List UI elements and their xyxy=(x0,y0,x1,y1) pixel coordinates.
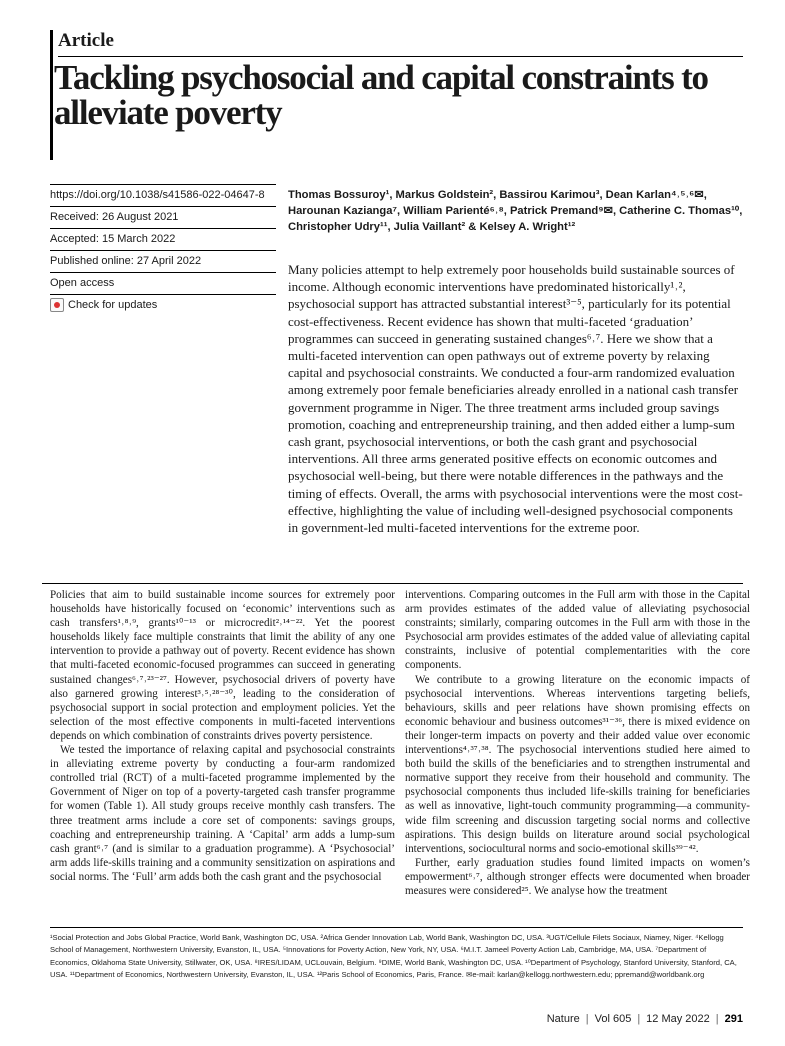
body-paragraph: We contribute to a growing literature on the economic impacts of psychosocial interventions. Whereas interventions targeting beliefs, behaviours, skills and peer relations have shown promising effects on economic behaviour and business outcomes³¹⁻³⁶, there is mixed evidence on their longer-term impacts on poverty and their added value over economic interventions⁴˒³⁷˒³⁸. The psychosocial interventions studied here aimed to both build the skills of the beneficiaries and to strengthen instrumental and normative support they receive from their household and community. The psychosocial components thus included life-skills training for beneficiaries as well as innovative, light-touch community programming—a community-wide film screening and discussion targeting social norms and collective aspirations. This design builds on literature around social psychological interventions, sociocultural norms and socio-emotional skills³⁹⁻⁴². xyxy=(405,673,750,855)
body-column-right xyxy=(405,588,750,898)
body-paragraph: interventions. Comparing outcomes in the Full arm with those in the Capital arm provides estimates of the added value of alleviating psychosocial constraints; similarly, comparing outcomes in the Full arm with those in the Psychosocial arm provides estimates of the added value of alleviating capital constraints, inclusive of potential complementarities with the core components. xyxy=(405,589,750,672)
author-list: Thomas Bossuroy¹, Markus Goldstein², Bassirou Karimou³, Dean Karlan⁴˒⁵˒⁶✉, Harounan Kazianga⁷, William Parienté⁶˒⁸, Patrick Premand⁹✉, Catherine C. Thomas¹⁰, Christopher Udry¹¹, Julia Vaillant² & Kelsey A. Wright¹² xyxy=(288,189,743,233)
published-date: Published online: 27 April 2022 xyxy=(50,250,276,272)
check-for-updates-label: Check for updates xyxy=(68,298,158,311)
section-label: Article xyxy=(58,30,114,51)
affiliations: ¹Social Protection and Jobs Global Practice, World Bank, Washington DC, USA. ²Africa Gender Innovation Lab, World Bank, Washington DC, USA. ³UGT/Cellule Filets Sociaux, Niamey, Niger. ⁴Kellogg School of Management, Northwestern University, Evanston, IL, USA. ⁵Innovations for Poverty Action, New York, NY, USA. ⁶M.I.T. Jameel Poverty Action Lab, Cambridge, MA, USA. ⁷Department of Economics, Oklahoma State University, Stillwater, OK, USA. ⁸IRES/LIDAM, UCLouvain, Belgium. ⁹DIME, World Bank, Washington DC, USA. ¹⁰Department of Psychology, Stanford University, Stanford, CA, USA. ¹¹Department of Economics, Northwestern University, Evanston, IL, USA. ¹²Paris School of Economics, Paris, France. ✉e-mail: karlan@kellogg.northwestern.edu; ppremand@worldbank.org xyxy=(50,933,737,979)
body-paragraph: We tested the importance of relaxing capital and psychosocial constraints in alleviating extreme poverty by conducting a four-arm randomized controlled trial (RCT) of a multi-faceted programme implemented by the Government of Niger on top of a poverty-targeted cash transfer programme for women (Table 1). All study groups receive monthly cash transfers. The three treatment arms include a core set of components: savings groups, coaching and entrepreneurship training. A ‘Capital’ arm adds a lump-sum cash grant⁶˒⁷ (and is similar to a graduation programme). A ‘Psychosocial’ arm adds life-skills training and a community sensitization on aspirations and social norms. The ‘Full’ arm adds both the cash grant and the psychosocial xyxy=(50,744,395,883)
page-number: 291 xyxy=(724,1013,743,1025)
check-for-updates-icon xyxy=(50,298,64,312)
journal-volume: Vol 605 xyxy=(594,1013,632,1025)
article-title: Tackling psychosocial and capital constraints to alleviate poverty xyxy=(54,58,708,132)
abstract: Many policies attempt to help extremely poor households build sustainable sources of income. Although economic interventions have predominated historically¹˒², psychosocial support has attracted substantial interest³⁻⁵, particularly for its potential cost-effectiveness. Recent evidence has shown that multi-faceted ‘graduation’ programmes can succeed in generating sustained changes⁶˒⁷. Here we show that a multi-faceted intervention can open pathways out of extreme poverty by relaxing capital and psychosocial constraints. We conducted a four-arm randomized evaluation among extremely poor female beneficiaries already enrolled in a national cash transfer government programme in Niger. The three treatment arms included group savings promotion, coaching and entrepreneurship training, and then added either a lump-sum cash grant, psychosocial interventions, or both the cash grant and psychosocial interventions. All three arms generated positive effects on economic outcomes and psychosocial well-being, but there were notable differences in the pathways and the timing of effects. Overall, the arms with psychosocial interventions were the most cost-effective, highlighting the value of including well-designed psychosocial components in government-led multi-faceted interventions for the extreme poor. xyxy=(288,262,743,536)
accepted-date: Accepted: 15 March 2022 xyxy=(50,228,276,250)
footer-separator: | xyxy=(637,1013,641,1025)
body-column-left xyxy=(50,588,395,884)
footer-separator: | xyxy=(585,1013,589,1025)
check-for-updates-button[interactable] xyxy=(50,294,276,316)
issue-date: 12 May 2022 xyxy=(646,1013,710,1025)
body-paragraph: Further, early graduation studies found limited impacts on women’s empowerment⁶˒⁷, although stronger effects were documented when broader measures were considered²⁵. We analyse how the treatment xyxy=(405,856,750,897)
header-rule xyxy=(58,56,743,57)
section-bar xyxy=(50,30,53,160)
body-paragraph: Policies that aim to build sustainable income sources for extremely poor households have historically focused on ‘economic’ interventions such as cash transfers¹˒⁸˒⁹, grants¹⁰⁻¹³ or microcredit²˒¹⁴⁻²². Yet the poorest households likely face multiple constraints that limit the ability of any one intervention to provide a pathway out of poverty. Recent evidence has shown that multi-faceted economic-focused programmes can succeed in generating sustained changes⁶˒⁷˒²³⁻²⁷. However, psychosocial drivers of poverty have also garnered growing interest³˒⁵˒²⁸⁻³⁰, leading to the consideration of psychosocial support in social protection and employment policies. Yet the selection of the most effective components in multi-faceted interventions depends on which combination of constraints drives poverty persistence. xyxy=(50,589,395,742)
journal-name: Nature xyxy=(546,1013,580,1025)
article-metadata xyxy=(50,184,276,316)
footnote-rule xyxy=(50,927,743,928)
page-footer xyxy=(547,1013,743,1025)
doi-link[interactable]: https://doi.org/10.1038/s41586-022-04647-8 xyxy=(50,184,276,206)
received-date: Received: 26 August 2021 xyxy=(50,206,276,228)
body-rule xyxy=(42,583,743,584)
open-access-label: Open access xyxy=(50,272,276,294)
footer-separator: | xyxy=(715,1013,719,1025)
